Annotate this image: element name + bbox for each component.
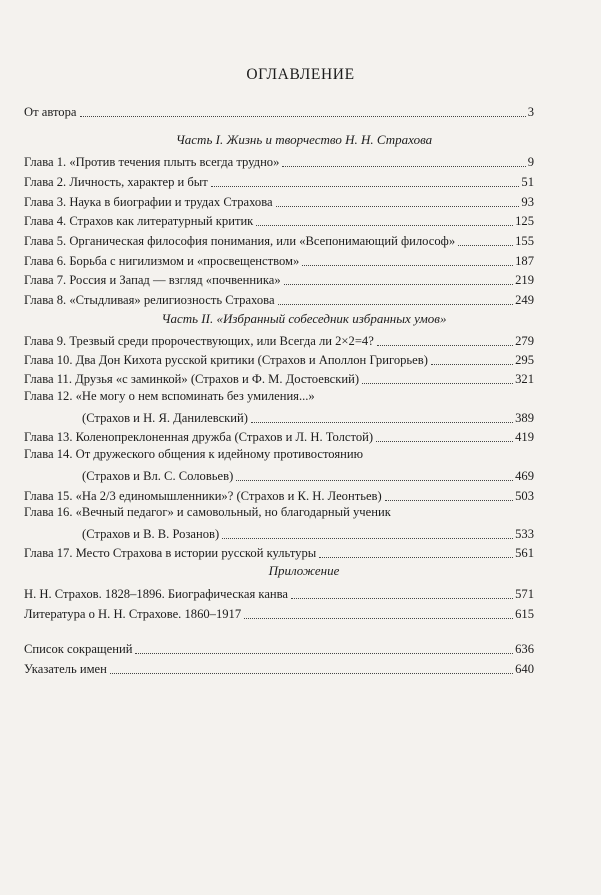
toc-entry-ch9 <box>24 331 534 349</box>
part-1-heading: Часть I. Жизнь и творчество Н. Н. Страхова <box>175 132 433 147</box>
toc-entry-ch6 <box>24 251 534 269</box>
entry-label: Глава 11. Друзья «с заминкой» (Страхов и Ф. М. Достоевский) <box>24 372 360 386</box>
leader-dots <box>110 672 513 674</box>
leader-dots <box>431 363 513 365</box>
entry-page: 295 <box>515 353 534 367</box>
entry-label: Глава 2. Личность, характер и быт <box>24 175 208 189</box>
entry-page: 187 <box>515 254 534 268</box>
leader-dots <box>291 597 513 599</box>
entry-label: Глава 9. Трезвый среди пророчествующих, или Всегда ли 2×2=4? <box>24 334 374 348</box>
entry-label: Глава 4. Страхов как литературный критик <box>24 214 254 228</box>
entry-page: 249 <box>515 293 534 307</box>
entry-page: 571 <box>515 587 534 601</box>
entry-page: 321 <box>515 372 534 386</box>
entry-label: Глава 8. «Стыдливая» религиозность Страхова <box>24 293 275 307</box>
entry-page: 9 <box>527 155 534 169</box>
toc-entry-ch16-line1: Глава 16. «Вечный педагог» и самовольный, но благодарный ученик <box>24 505 391 519</box>
leader-dots <box>319 556 513 558</box>
toc-entry-abbreviations <box>24 639 534 657</box>
leader-dots <box>376 440 513 442</box>
entry-page: 640 <box>515 662 534 676</box>
leader-dots <box>236 479 513 481</box>
leader-dots <box>362 382 513 384</box>
entry-page: 125 <box>515 214 534 228</box>
leader-dots <box>385 499 513 501</box>
entry-page: 419 <box>515 430 534 444</box>
leader-dots <box>302 264 513 266</box>
toc-entry-ch8 <box>24 290 534 308</box>
entry-label: Указатель имен <box>24 662 107 676</box>
leader-dots <box>282 165 525 167</box>
entry-label: Глава 5. Органическая философия понимания, или «Всепонимающий философ» <box>24 234 456 248</box>
entry-label: Н. Н. Страхов. 1828–1896. Биографическая канва <box>24 587 289 601</box>
leader-dots <box>377 344 513 346</box>
toc-entry-ch14 <box>24 466 534 484</box>
toc-entry-ch7 <box>24 270 534 288</box>
appendix-heading: Приложение <box>268 563 340 578</box>
toc-entry-ch1 <box>24 152 534 170</box>
entry-label: Список сокращений <box>24 642 133 656</box>
toc-entry-ch12 <box>24 408 534 426</box>
part-2-heading: Часть II. «Избранный собеседник избранных умов» <box>161 311 447 326</box>
page-title: ОГЛАВЛЕНИЕ <box>246 66 355 83</box>
entry-page: 389 <box>515 411 534 425</box>
toc-entry-ch5 <box>24 231 534 249</box>
entry-page: 561 <box>515 546 534 560</box>
toc-entry-ch10 <box>24 350 534 368</box>
entry-page: 51 <box>521 175 534 189</box>
leader-dots <box>256 224 513 226</box>
entry-page: 3 <box>527 105 534 119</box>
toc-entry-appendix-2 <box>24 604 534 622</box>
entry-label: (Страхов и Вл. С. Соловьев) <box>82 469 234 483</box>
leader-dots <box>244 617 513 619</box>
entry-label: (Страхов и В. В. Розанов) <box>82 527 220 541</box>
entry-page: 503 <box>515 489 534 503</box>
entry-page: 155 <box>515 234 534 248</box>
toc-entry-appendix-1 <box>24 584 534 602</box>
entry-label: От автора <box>24 105 77 119</box>
entry-page: 636 <box>515 642 534 656</box>
entry-page: 93 <box>521 195 534 209</box>
leader-dots <box>211 185 520 187</box>
toc-entry-ch4 <box>24 211 534 229</box>
toc-entry-ch14-line1: Глава 14. От дружеского общения к идейному противостоянию <box>24 447 364 461</box>
leader-dots <box>284 283 513 285</box>
toc-entry-ch17 <box>24 543 534 561</box>
entry-label: Глава 1. «Против течения плыть всегда трудно» <box>24 155 280 169</box>
entry-label: Глава 3. Наука в биографии и трудах Страхова <box>24 195 273 209</box>
toc-entry-name-index <box>24 659 534 677</box>
leader-dots <box>80 115 526 117</box>
entry-label: Глава 6. Борьба с нигилизмом и «просвещенством» <box>24 254 300 268</box>
leader-dots <box>251 421 513 423</box>
entry-label: Глава 17. Место Страхова в истории русской культуры <box>24 546 317 560</box>
entry-label: Глава 13. Коленопреклоненная дружба (Страхов и Л. Н. Толстой) <box>24 430 374 444</box>
entry-label: Глава 7. Россия и Запад — взгляд «почвенника» <box>24 273 281 287</box>
toc-entry-ch15 <box>24 486 534 504</box>
toc-entry-ch13 <box>24 427 534 445</box>
entry-label: Глава 10. Два Дон Кихота русской критики (Страхов и Аполлон Григорьев) <box>24 353 428 367</box>
entry-page: 219 <box>515 273 534 287</box>
entry-page: 279 <box>515 334 534 348</box>
entry-page: 469 <box>515 469 534 483</box>
toc-entry-ch16 <box>24 524 534 542</box>
entry-label: Литература о Н. Н. Страхове. 1860–1917 <box>24 607 242 621</box>
leader-dots <box>278 303 514 305</box>
entry-page: 533 <box>515 527 534 541</box>
leader-dots <box>458 244 513 246</box>
leader-dots <box>135 652 513 654</box>
toc-entry-ch12-line1: Глава 12. «Не могу о нем вспоминать без умиления...» <box>24 389 315 403</box>
leader-dots <box>276 205 520 207</box>
leader-dots <box>222 537 513 539</box>
entry-label: Глава 15. «На 2/3 единомышленники»? (Страхов и К. Н. Леонтьев) <box>24 489 382 503</box>
entry-label: (Страхов и Н. Я. Данилевский) <box>82 411 248 425</box>
toc-entry-ch2 <box>24 172 534 190</box>
toc-entry-ch11 <box>24 369 534 387</box>
toc-entry-ch3 <box>24 192 534 210</box>
toc-entry-intro <box>24 102 534 120</box>
entry-page: 615 <box>515 607 534 621</box>
